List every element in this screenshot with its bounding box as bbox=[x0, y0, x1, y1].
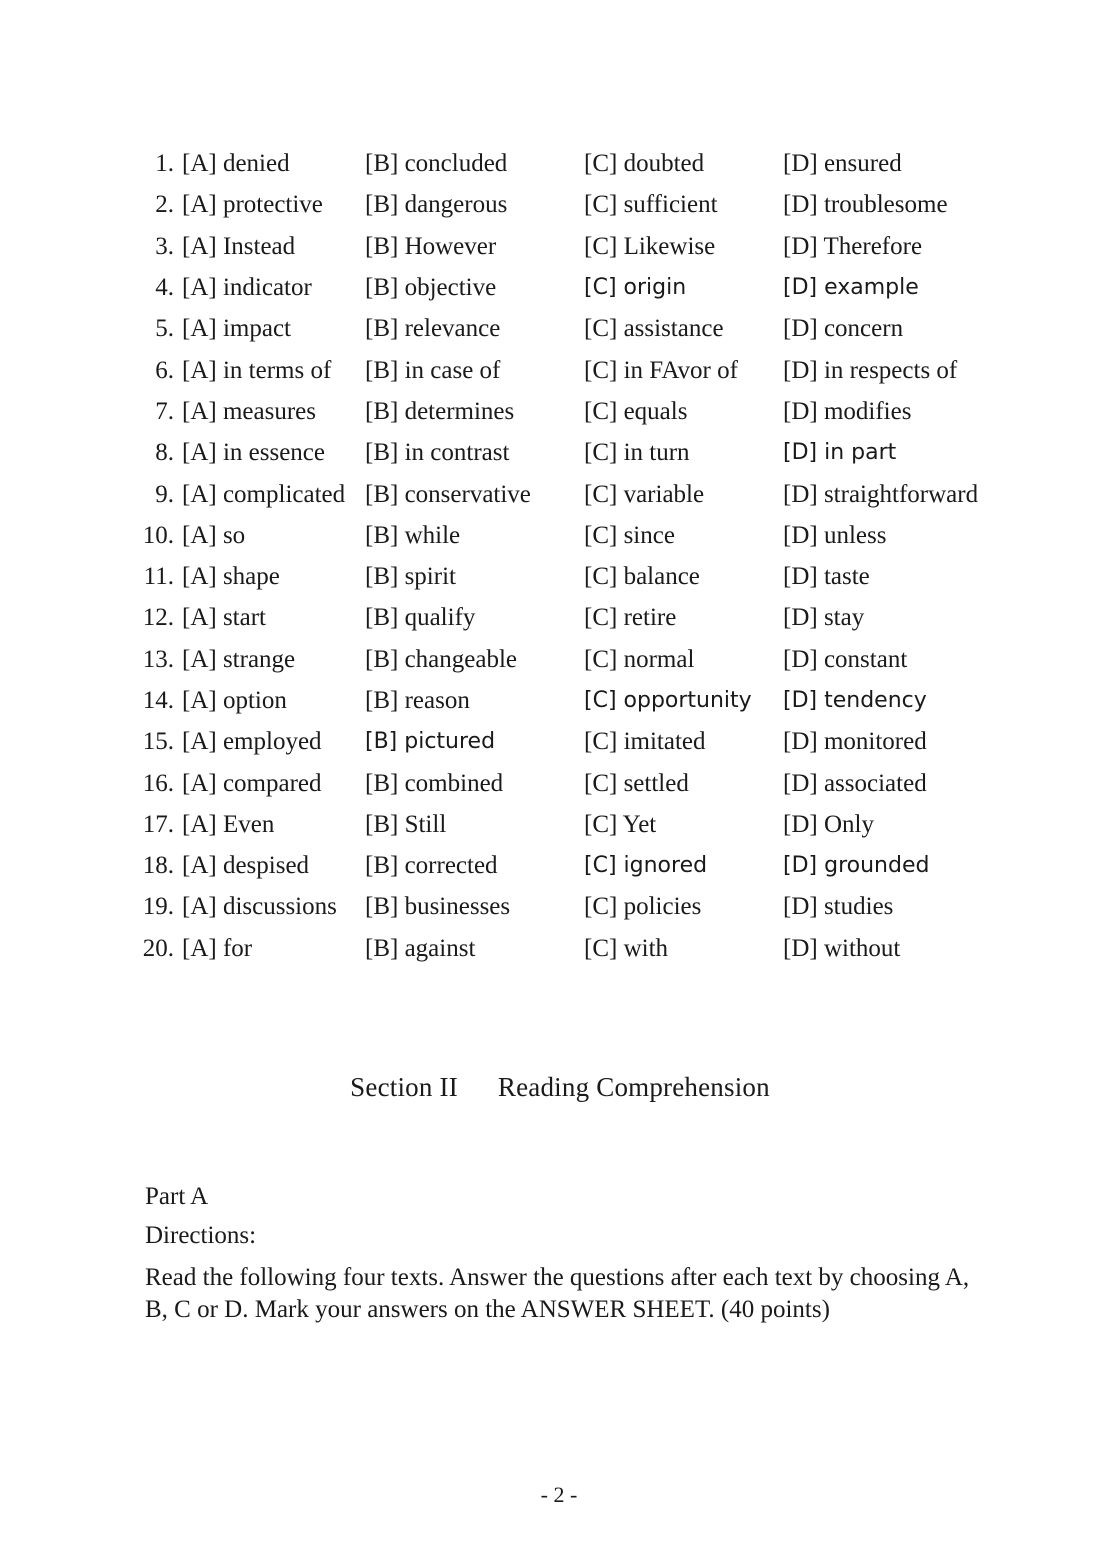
option-b: [B] against bbox=[365, 934, 476, 962]
page-number: - 2 - bbox=[540, 1482, 578, 1507]
option-c: [C] sufficient bbox=[584, 191, 718, 219]
option-d: [D] example bbox=[783, 275, 919, 301]
option-c: [C] in turn bbox=[584, 439, 690, 467]
option-d: [D] Therefore bbox=[783, 232, 923, 260]
option-c: [C] settled bbox=[584, 769, 689, 797]
question-row bbox=[140, 639, 1040, 680]
option-c: [C] assistance bbox=[584, 315, 724, 343]
option-d: [D] Only bbox=[783, 810, 874, 838]
question-row bbox=[140, 143, 1040, 184]
option-d: [D] without bbox=[783, 934, 901, 962]
option-d: [D] straightforward bbox=[783, 480, 979, 508]
question-number: 19. bbox=[142, 893, 174, 921]
option-d: [D] modifies bbox=[783, 397, 912, 425]
option-c: [C] ignored bbox=[584, 853, 708, 879]
question-row bbox=[140, 308, 1040, 349]
option-b: [B] relevance bbox=[365, 315, 501, 343]
question-number: 7. bbox=[155, 397, 174, 425]
option-c: [C] with bbox=[584, 934, 669, 962]
question-number: 1. bbox=[155, 150, 174, 178]
option-a: [A] protective bbox=[182, 191, 323, 219]
option-b: [B] conservative bbox=[365, 480, 531, 508]
option-a: [A] start bbox=[182, 604, 266, 632]
option-d: [D] troublesome bbox=[783, 191, 948, 219]
option-b: [B] in case of bbox=[365, 356, 501, 384]
question-row bbox=[140, 226, 1040, 267]
question-row bbox=[140, 556, 1040, 597]
option-d: [D] stay bbox=[783, 604, 865, 632]
option-b: [B] determines bbox=[365, 397, 515, 425]
option-b: [B] concluded bbox=[365, 150, 508, 178]
option-b: [B] pictured bbox=[365, 729, 496, 755]
option-b: [B] corrected bbox=[365, 852, 498, 880]
question-number: 8. bbox=[155, 439, 174, 467]
option-c: [C] equals bbox=[584, 397, 688, 425]
option-d: [D] unless bbox=[783, 521, 887, 549]
option-c: [C] since bbox=[584, 521, 675, 549]
option-c: [C] variable bbox=[584, 480, 705, 508]
question-row bbox=[140, 597, 1040, 638]
option-a: [A] discussions bbox=[182, 893, 337, 921]
question-number: 20. bbox=[142, 934, 174, 962]
option-b: [B] reason bbox=[365, 687, 470, 714]
option-b: [B] However bbox=[365, 232, 497, 260]
option-a: [A] despised bbox=[182, 852, 310, 880]
part-label: Part A bbox=[145, 1183, 209, 1210]
option-b: [B] objective bbox=[365, 274, 497, 302]
question-number: 9. bbox=[155, 480, 174, 508]
option-c: [C] origin bbox=[584, 275, 687, 301]
directions-text: Read the following four texts. Answer the questions after each text by choosing A, B, C or D. Mark your answers on the ANSWER SHEET. (40 points) bbox=[145, 1264, 970, 1323]
option-d: [D] in respects of bbox=[783, 356, 958, 384]
option-c: [C] normal bbox=[584, 645, 695, 673]
option-a: [A] for bbox=[182, 934, 253, 962]
question-number: 6. bbox=[155, 356, 174, 384]
question-row bbox=[140, 184, 1040, 225]
option-d: [D] concern bbox=[783, 315, 904, 343]
question-number: 10. bbox=[142, 521, 174, 549]
section-title: Reading Comprehension bbox=[497, 1072, 770, 1102]
question-row bbox=[140, 391, 1040, 432]
option-d: [D] in part bbox=[783, 440, 897, 466]
option-a: [A] denied bbox=[182, 150, 290, 178]
answer-options-list bbox=[140, 143, 1040, 969]
question-row bbox=[140, 886, 1040, 927]
option-d: [D] grounded bbox=[783, 853, 930, 879]
question-number: 16. bbox=[142, 769, 174, 797]
option-b: [B] dangerous bbox=[365, 191, 508, 219]
question-number: 3. bbox=[155, 232, 174, 260]
question-row bbox=[140, 762, 1040, 803]
option-a: [A] in essence bbox=[182, 439, 325, 467]
question-number: 11. bbox=[143, 563, 174, 591]
option-a: [A] in terms of bbox=[182, 356, 332, 384]
option-d: [D] monitored bbox=[783, 728, 927, 756]
option-c: [C] opportunity bbox=[584, 688, 752, 713]
option-a: [A] measures bbox=[182, 397, 316, 425]
question-number: 15. bbox=[142, 728, 174, 756]
option-b: [B] in contrast bbox=[365, 439, 510, 467]
option-d: [D] tendency bbox=[783, 688, 927, 713]
option-c: [C] retire bbox=[584, 604, 677, 632]
option-a: [A] Instead bbox=[182, 232, 296, 260]
option-b: [B] while bbox=[365, 521, 461, 549]
option-a: [A] strange bbox=[182, 645, 296, 673]
option-a: [A] Even bbox=[182, 810, 275, 838]
option-d: [D] studies bbox=[783, 893, 894, 921]
option-c: [C] imitated bbox=[584, 728, 706, 756]
section-number: Section II bbox=[350, 1072, 458, 1102]
directions-label: Directions: bbox=[145, 1222, 257, 1249]
question-row bbox=[140, 721, 1040, 762]
option-c: [C] Yet bbox=[584, 810, 657, 838]
section-heading bbox=[0, 1072, 1118, 1103]
option-d: [D] constant bbox=[783, 645, 908, 673]
question-row bbox=[140, 267, 1040, 308]
option-a: [A] so bbox=[182, 521, 246, 549]
option-a: [A] shape bbox=[182, 563, 280, 591]
option-b: [B] qualify bbox=[365, 604, 476, 632]
option-c: [C] Likewise bbox=[584, 232, 716, 260]
option-a: [A] complicated bbox=[182, 480, 346, 508]
option-d: [D] ensured bbox=[783, 150, 902, 178]
option-c: [C] doubted bbox=[584, 150, 705, 178]
option-a: [A] employed bbox=[182, 728, 322, 756]
option-a: [A] compared bbox=[182, 769, 322, 797]
option-a: [A] option bbox=[182, 687, 287, 714]
question-number: 13. bbox=[142, 645, 174, 673]
question-row bbox=[140, 349, 1040, 390]
option-c: [C] in FAvor of bbox=[584, 356, 738, 384]
question-number: 2. bbox=[155, 191, 174, 219]
option-b: [B] businesses bbox=[365, 893, 511, 921]
option-d: [D] taste bbox=[783, 563, 870, 591]
option-b: [B] Still bbox=[365, 810, 447, 838]
question-number: 17. bbox=[142, 810, 174, 838]
option-d: [D] associated bbox=[783, 769, 927, 797]
option-b: [B] spirit bbox=[365, 563, 456, 591]
option-c: [C] policies bbox=[584, 893, 702, 921]
question-row bbox=[140, 473, 1040, 514]
option-a: [A] impact bbox=[182, 315, 291, 343]
question-row bbox=[140, 928, 1040, 969]
question-number: 4. bbox=[155, 274, 174, 302]
question-row bbox=[140, 804, 1040, 845]
option-a: [A] indicator bbox=[182, 274, 312, 302]
question-row bbox=[140, 432, 1040, 473]
question-number: 12. bbox=[142, 604, 174, 632]
option-b: [B] combined bbox=[365, 769, 504, 797]
question-row bbox=[140, 680, 1040, 721]
option-b: [B] changeable bbox=[365, 645, 518, 673]
question-row bbox=[140, 515, 1040, 556]
question-number: 5. bbox=[155, 315, 174, 343]
question-number: 14. bbox=[142, 687, 174, 714]
option-c: [C] balance bbox=[584, 563, 700, 591]
question-row bbox=[140, 845, 1040, 886]
question-number: 18. bbox=[142, 852, 174, 880]
